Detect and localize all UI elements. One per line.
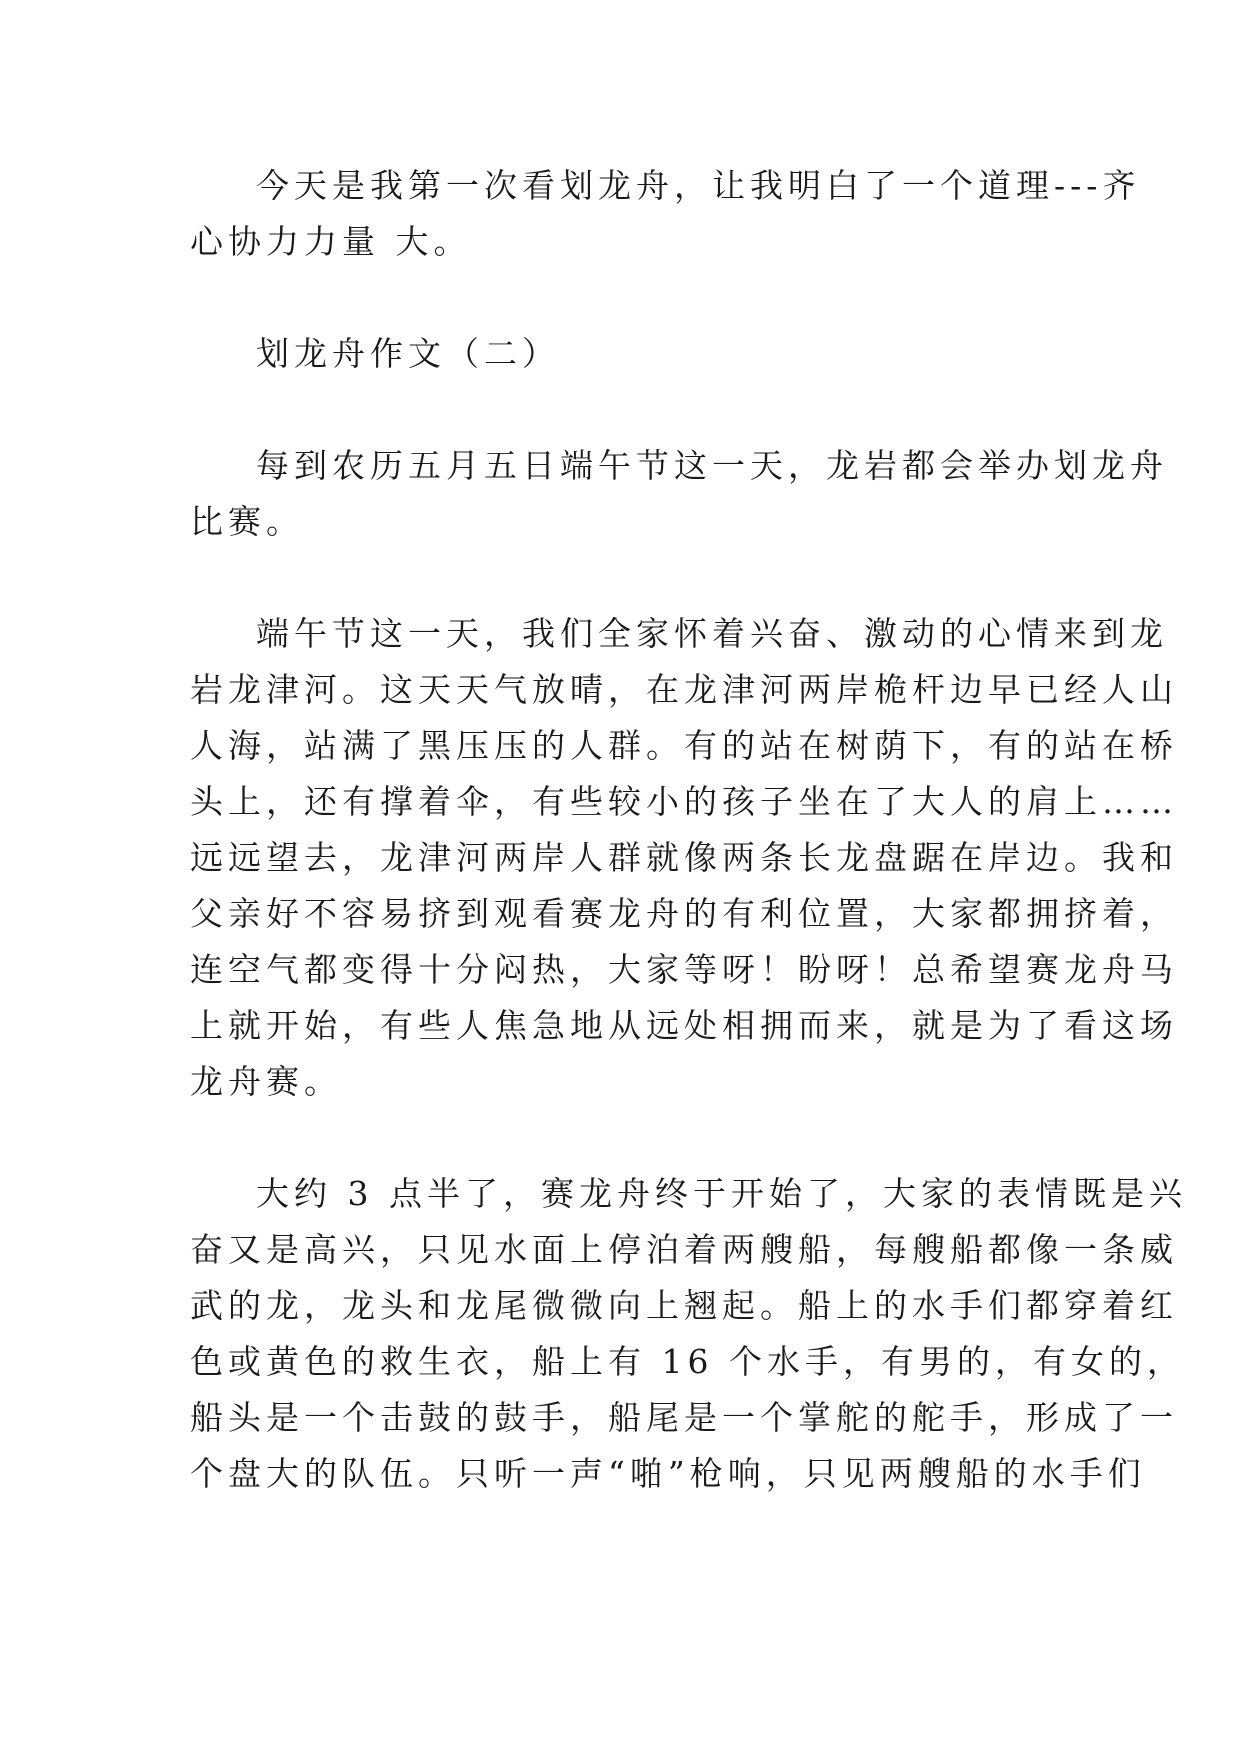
section-heading bbox=[190, 326, 1050, 382]
text-line: 个盘大的队伍。只听一声“啪”枪响，只见两艘船的水手们 bbox=[190, 1454, 1146, 1493]
paragraph-crowd bbox=[190, 606, 1178, 1110]
text-line: 色或黄色的救生衣，船上有 16 个水手，有男的，有女的， bbox=[190, 1342, 1185, 1381]
text-line: 武的龙，龙头和龙尾微微向上翘起。船上的水手们都穿着红 bbox=[190, 1286, 1178, 1325]
text-line: 比赛。 bbox=[190, 502, 304, 541]
heading-text: 划龙舟作文（二） bbox=[256, 334, 560, 373]
text-line: 人海，站满了黑压压的人群。有的站在树荫下，有的站在桥 bbox=[190, 726, 1178, 765]
text-line: 头上，还有撑着伞，有些较小的孩子坐在了大人的肩上…… bbox=[190, 782, 1178, 821]
text-line: 船头是一个击鼓的鼓手，船尾是一个掌舵的舵手，形成了一 bbox=[190, 1398, 1178, 1437]
text-line: 大约 3 点半了，赛龙舟终于开始了，大家的表情既是兴 bbox=[256, 1174, 1187, 1213]
text-line: 奋又是高兴，只见水面上停泊着两艘船，每艘船都像一条威 bbox=[190, 1230, 1178, 1269]
document-body bbox=[190, 158, 1187, 1502]
text-line: 今天是我第一次看划龙舟，让我明白了一个道理---齐 bbox=[256, 166, 1141, 205]
paragraph-race-start bbox=[190, 1166, 1187, 1502]
text-line: 心协力力量 大。 bbox=[190, 222, 472, 261]
text-line: 连空气都变得十分闷热，大家等呀！盼呀！总希望赛龙舟马 bbox=[190, 950, 1178, 989]
text-line: 父亲好不容易挤到观看赛龙舟的有利位置，大家都拥挤着， bbox=[190, 894, 1178, 933]
text-line: 龙舟赛。 bbox=[190, 1062, 342, 1101]
text-line: 岩龙津河。这天天气放晴，在龙津河两岸桅杆边早已经人山 bbox=[190, 670, 1178, 709]
text-line: 端午节这一天，我们全家怀着兴奋、激动的心情来到龙 bbox=[256, 614, 1168, 653]
paragraph-intro bbox=[190, 438, 1168, 550]
text-line: 每到农历五月五日端午节这一天，龙岩都会举办划龙舟 bbox=[256, 446, 1168, 485]
text-line: 上就开始，有些人焦急地从远处相拥而来，就是为了看这场 bbox=[190, 1006, 1178, 1045]
paragraph-conclusion bbox=[190, 158, 1141, 270]
text-line: 远远望去，龙津河两岸人群就像两条长龙盘踞在岸边。我和 bbox=[190, 838, 1178, 877]
